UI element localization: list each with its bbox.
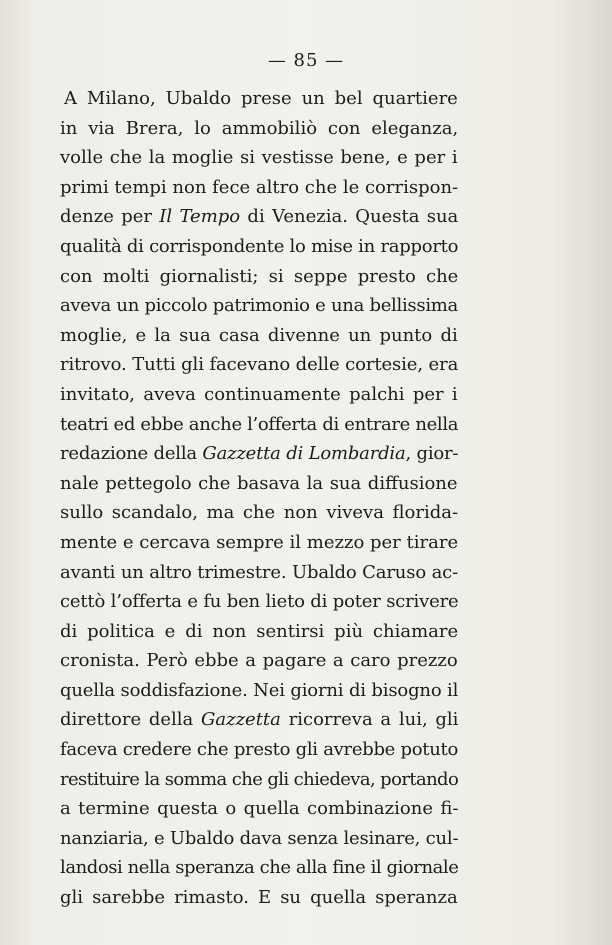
text-line: volle che la moglie si vestisse bene, e per i bbox=[60, 147, 458, 169]
text-line: mente e cercava sempre il mezzo per tirare bbox=[60, 531, 459, 553]
text-line: avanti un altro trimestre. Ubaldo Caruso ac- bbox=[60, 561, 458, 583]
text-line: restituire la somma che gli chiedeva, portando bbox=[60, 768, 459, 790]
text-line: gli sarebbe rimasto. E su quella speranza bbox=[60, 887, 458, 909]
text-line: primi tempi non fece altro che le corrispon- bbox=[60, 176, 459, 198]
text-line: di politica e di non sentirsi più chiamare bbox=[60, 620, 459, 642]
body-text bbox=[60, 84, 458, 913]
text-line: cronista. Però ebbe a pagare a caro prezzo bbox=[60, 650, 458, 672]
text-line: landosi nella speranza che alla fine il giornale bbox=[60, 857, 459, 879]
text-line: direttore della Gazzetta ricorreva a lui, gli bbox=[60, 709, 459, 731]
text-line: moglie, e la sua casa divenne un punto di bbox=[60, 324, 458, 346]
text-line: A Milano, Ubaldo prese un bel quartiere bbox=[64, 88, 458, 109]
text-line: teatri ed ebbe anche l’offerta di entrare nella bbox=[60, 413, 459, 435]
text-line: nanziaria, e Ubaldo dava senza lesinare, cul- bbox=[60, 827, 459, 849]
text-line: denze per Il Tempo di Venezia. Questa sua bbox=[60, 206, 459, 228]
newspaper-title: Gazzetta di Lombardia bbox=[202, 443, 406, 465]
text-line: cettò l’offerta e fu ben lieto di poter scrivere bbox=[60, 591, 459, 613]
text-line: quella soddisfazione. Nei giorni di bisogno il bbox=[60, 679, 459, 701]
page-number: — 85 — bbox=[267, 50, 345, 71]
text-line: redazione della Gazzetta di Lombardia, gior- bbox=[60, 443, 459, 465]
text-line: con molti giornalisti; si seppe presto che bbox=[60, 265, 459, 287]
text-line: qualità di corrispondente lo mise in rapporto bbox=[60, 235, 459, 257]
newspaper-title: Il Tempo bbox=[159, 206, 241, 228]
text-line: ritrovo. Tutti gli facevano delle cortesie, era bbox=[60, 354, 459, 376]
text-line: nale pettegolo che basava la sua diffusione bbox=[60, 472, 458, 494]
newspaper-title: Gazzetta bbox=[200, 709, 281, 731]
text-line: in via Brera, lo ammobiliò con eleganza, bbox=[60, 117, 459, 139]
text-line: faceva credere che presto gli avrebbe potuto bbox=[60, 739, 458, 761]
text-line: a termine questa o quella combinazione fi- bbox=[60, 798, 459, 820]
text-line: sullo scandalo, ma che non viveva florida- bbox=[60, 502, 459, 524]
text-line: invitato, aveva continuamente palchi per i bbox=[60, 383, 458, 405]
text-line: aveva un piccolo patrimonio e una bellissima bbox=[60, 295, 458, 317]
